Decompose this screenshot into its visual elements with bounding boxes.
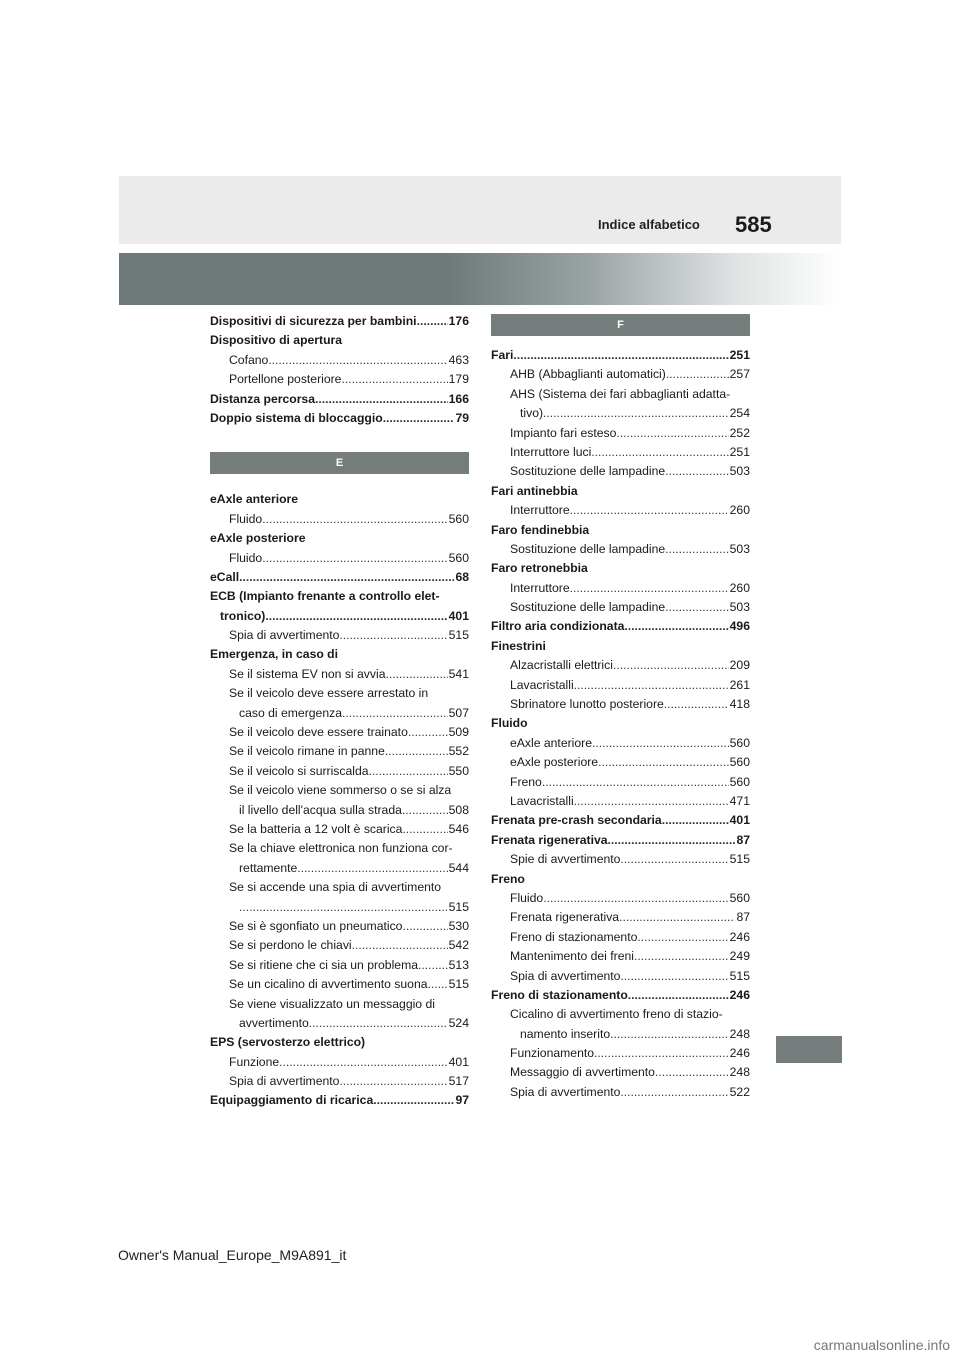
page-number: 585 <box>735 212 772 237</box>
entry-label: Alzacristalli elettrici <box>510 658 613 673</box>
entry-label: Spia di avvertimento <box>510 968 621 983</box>
entry-label: Fluido <box>229 511 263 526</box>
dot-leader <box>665 462 729 481</box>
entry-page-number: 509 <box>448 725 469 740</box>
entry-label: Sbrinatore lunotto posteriore <box>510 697 664 712</box>
entry-label: Cofano <box>229 352 269 367</box>
entry-page-number: 530 <box>448 918 469 933</box>
dot-leader <box>570 579 729 598</box>
entry-label: rettamente <box>239 860 298 875</box>
entry-label: Dispositivi di sicurezza per bambini <box>210 314 417 328</box>
index-entry <box>491 346 750 365</box>
index-entry <box>210 878 469 897</box>
entry-page-number: 496 <box>729 619 750 634</box>
dot-leader <box>418 956 448 975</box>
chapter-tab <box>776 1036 842 1063</box>
index-entry <box>210 331 469 350</box>
dot-leader <box>634 947 729 966</box>
entry-page-number: 257 <box>729 367 750 382</box>
index-entry <box>491 986 750 1005</box>
entry-label: Fluido <box>229 550 263 565</box>
index-entry <box>491 967 750 986</box>
index-entry <box>491 404 750 423</box>
entry-page-number: 97 <box>455 1093 469 1108</box>
entry-page-number: 503 <box>729 541 750 556</box>
entry-label: eAxle posteriore <box>210 531 306 546</box>
index-entry <box>210 839 469 858</box>
entry-label: Mantenimento dei freni <box>510 949 634 964</box>
index-entry <box>210 859 469 878</box>
index-entry <box>210 607 469 626</box>
dot-leader <box>542 773 729 792</box>
entry-label: Spia di avvertimento <box>229 628 340 643</box>
index-entry <box>491 501 750 520</box>
index-entry <box>210 529 469 548</box>
entry-label: Lavacristalli <box>510 793 574 808</box>
index-entry <box>491 676 750 695</box>
dot-leader <box>610 1025 729 1044</box>
index-entry <box>210 995 469 1014</box>
index-entry <box>491 831 750 850</box>
entry-page-number: 515 <box>448 628 469 643</box>
index-entry <box>210 1033 469 1052</box>
entry-label: Finestrini <box>491 638 546 653</box>
dot-leader <box>385 665 447 684</box>
entry-page-number: 513 <box>448 957 469 972</box>
entry-label: Spie di avvertimento <box>510 852 621 867</box>
entry-page-number: 550 <box>448 763 469 778</box>
index-entry <box>210 1014 469 1033</box>
entry-label: Emergenza, in caso di <box>210 647 339 662</box>
index-entry <box>210 626 469 645</box>
index-entry <box>491 850 750 869</box>
dot-leader <box>666 365 729 384</box>
index-entry <box>210 409 469 428</box>
index-entry <box>491 462 750 481</box>
index-entry <box>210 975 469 994</box>
index-entry <box>210 684 469 703</box>
entry-page-number: 542 <box>448 938 469 953</box>
entry-label: Freno <box>491 871 525 886</box>
entry-label: eAxle anteriore <box>210 492 299 507</box>
entry-page-number: 546 <box>448 821 469 836</box>
entry-page-number: 418 <box>729 697 750 712</box>
entry-label: tivo) <box>520 406 544 421</box>
entry-label: ECB (Impianto frenante a controllo elet- <box>210 589 440 604</box>
dot-leader <box>402 801 448 820</box>
entry-label: Fluido <box>510 890 544 905</box>
entry-page-number: 515 <box>729 852 750 867</box>
dot-leader <box>408 723 448 742</box>
index-entry <box>491 753 750 772</box>
entry-label: Se viene visualizzato un messaggio di <box>229 996 435 1011</box>
index-entry <box>210 568 469 587</box>
header-band <box>119 176 841 244</box>
header-gradient-bar <box>119 253 841 305</box>
index-entry <box>210 898 469 917</box>
dot-leader <box>315 390 448 409</box>
dot-leader <box>664 695 729 714</box>
dot-leader <box>570 501 729 520</box>
index-entry <box>491 1025 750 1044</box>
entry-page-number: 471 <box>729 793 750 808</box>
entry-page-number: 246 <box>729 929 750 944</box>
entry-label: Freno di stazionamento <box>510 929 638 944</box>
entry-page-number: 68 <box>455 569 469 584</box>
index-entry <box>210 1072 469 1091</box>
dot-leader <box>620 1083 728 1102</box>
entry-label: Se la batteria a 12 volt è scarica <box>229 821 403 836</box>
entry-page-number: 261 <box>729 677 750 692</box>
index-entry <box>210 645 469 664</box>
entry-label: Sostituzione delle lampadine <box>510 541 666 556</box>
index-entry <box>491 385 750 404</box>
index-entry <box>210 312 469 331</box>
dot-leader <box>297 859 447 878</box>
index-entry <box>491 521 750 540</box>
entry-label: Funzionamento <box>510 1046 595 1061</box>
entry-label: Se il veicolo deve essere trainato <box>229 725 408 740</box>
index-entry <box>491 792 750 811</box>
dot-leader <box>339 1072 447 1091</box>
entry-page-number: 560 <box>729 755 750 770</box>
index-entry <box>491 811 750 830</box>
dot-leader <box>352 936 448 955</box>
index-entry <box>491 1005 750 1024</box>
entry-page-number: 517 <box>448 1074 469 1089</box>
dot-leader <box>262 510 447 529</box>
entry-label: Fari antinebbia <box>491 483 578 498</box>
entry-page-number: 524 <box>448 1015 469 1030</box>
entry-label: Sostituzione delle lampadine <box>510 464 666 479</box>
index-entry <box>491 908 750 927</box>
entry-label: Se il veicolo si surriscalda <box>229 763 369 778</box>
entry-label: Dispositivo di apertura <box>210 333 343 348</box>
dot-leader <box>279 1053 448 1072</box>
entry-label: Sostituzione delle lampadine <box>510 600 666 615</box>
entry-page-number: 166 <box>448 391 469 406</box>
entry-label: tronico) <box>220 608 266 623</box>
entry-page-number: 503 <box>729 600 750 615</box>
index-entry <box>210 390 469 409</box>
index-entry <box>491 559 750 578</box>
entry-label: Frenata rigenerativa <box>491 832 608 847</box>
index-entry <box>210 781 469 800</box>
entry-label: eCall <box>210 569 240 584</box>
index-entry <box>210 723 469 742</box>
dot-leader <box>543 404 729 423</box>
entry-list-top <box>210 312 469 428</box>
entry-page-number: 401 <box>729 813 750 828</box>
index-entry <box>491 928 750 947</box>
dot-leader <box>428 975 448 994</box>
entry-page-number: 515 <box>448 899 469 914</box>
index-entry <box>491 1083 750 1102</box>
entry-page-number: 176 <box>448 314 469 328</box>
index-entry <box>210 704 469 723</box>
entry-page-number: 248 <box>729 1065 750 1080</box>
footer-text: Owner's Manual_Europe_M9A891_it <box>118 1247 347 1263</box>
entry-page-number: 87 <box>736 910 750 925</box>
dot-leader <box>309 1014 448 1033</box>
index-entry <box>491 443 750 462</box>
dot-leader <box>543 889 728 908</box>
entry-label: Frenata pre-crash secondaria <box>491 813 662 828</box>
entry-label: Interruttore <box>510 580 570 595</box>
dot-leader <box>620 967 728 986</box>
entry-page-number: 515 <box>729 968 750 983</box>
entry-page-number: 522 <box>729 1084 750 1099</box>
entry-label: Se il sistema EV non si avvia <box>229 666 386 681</box>
index-entry <box>491 617 750 636</box>
index-entry <box>491 1063 750 1082</box>
entry-page-number: 246 <box>729 1046 750 1061</box>
dot-leader <box>592 734 729 753</box>
dot-leader <box>385 742 448 761</box>
index-entry <box>491 1044 750 1063</box>
dot-leader <box>373 1091 454 1110</box>
entry-label: avvertimento <box>239 1015 309 1030</box>
entry-page-number: 507 <box>448 705 469 720</box>
dot-leader <box>265 607 447 626</box>
index-entry <box>210 1053 469 1072</box>
entry-label: Spia di avvertimento <box>510 1084 621 1099</box>
entry-list-e <box>210 490 469 1111</box>
entry-label: Impianto fari esteso <box>510 425 617 440</box>
entry-label: namento inserito <box>520 1026 611 1041</box>
index-entry <box>210 742 469 761</box>
section-title: Indice alfabetico <box>598 217 700 232</box>
index-entry <box>210 917 469 936</box>
index-entry <box>210 351 469 370</box>
entry-label: Fari <box>491 348 514 362</box>
entry-label: Spia di avvertimento <box>229 1074 340 1089</box>
dot-leader <box>655 1063 729 1082</box>
entry-label: il livello dell'acqua sulla strada <box>239 802 402 817</box>
entry-label: Freno <box>510 774 542 789</box>
dot-leader <box>620 850 728 869</box>
dot-leader <box>513 346 728 365</box>
entry-label: Faro fendinebbia <box>491 522 590 537</box>
index-entry <box>210 549 469 568</box>
entry-label: Interruttore <box>510 503 570 518</box>
entry-label: Doppio sistema di bloccaggio <box>210 410 383 425</box>
index-entry <box>491 734 750 753</box>
dot-leader <box>619 908 735 927</box>
index-entry <box>491 482 750 501</box>
dot-leader <box>608 831 736 850</box>
watermark: carmanualsonline.info <box>813 1337 950 1353</box>
entry-label: Se il veicolo viene sommerso o se si alza <box>229 783 452 798</box>
entry-page-number: 515 <box>448 977 469 992</box>
index-entry <box>210 956 469 975</box>
index-entry <box>491 540 750 559</box>
dot-leader <box>341 370 447 389</box>
entry-label: Se un cicalino di avvertimento suona <box>229 977 428 992</box>
index-entry <box>210 490 469 509</box>
entry-page-number: 251 <box>729 348 750 362</box>
entry-page-number: 463 <box>448 352 469 367</box>
dot-leader <box>339 626 447 645</box>
entry-label: Lavacristalli <box>510 677 574 692</box>
dot-leader <box>665 540 729 559</box>
index-entry <box>210 1091 469 1110</box>
entry-page-number: 254 <box>729 406 750 421</box>
dot-leader <box>342 704 448 723</box>
dot-leader <box>665 598 729 617</box>
dot-leader <box>402 917 447 936</box>
dot-leader <box>591 443 728 462</box>
index-entry <box>210 820 469 839</box>
entry-page-number: 209 <box>729 658 750 673</box>
entry-page-number: 541 <box>448 666 469 681</box>
dot-leader <box>616 424 728 443</box>
index-entry <box>491 870 750 889</box>
index-entry <box>491 656 750 675</box>
index-entry <box>210 587 469 606</box>
entry-label: Se la chiave elettronica non funziona cor- <box>229 841 453 856</box>
entry-page-number: 87 <box>736 832 750 847</box>
entry-label: Se il veicolo rimane in panne <box>229 744 385 759</box>
entry-page-number: 260 <box>729 503 750 518</box>
dot-leader <box>268 351 447 370</box>
entry-label: eAxle posteriore <box>510 755 599 770</box>
index-entry <box>491 947 750 966</box>
index-column-right <box>491 314 750 1102</box>
dot-leader <box>574 676 729 695</box>
entry-label: EPS (servosterzo elettrico) <box>210 1035 366 1050</box>
entry-page-number: 560 <box>729 735 750 750</box>
entry-label: Cicalino di avvertimento freno di stazio- <box>510 1007 723 1022</box>
dot-leader <box>613 656 729 675</box>
dot-leader <box>574 792 729 811</box>
index-entry <box>491 598 750 617</box>
entry-label: Freno di stazionamento <box>491 987 628 1002</box>
entry-label: caso di emergenza <box>239 705 342 720</box>
dot-leader <box>417 312 448 331</box>
entry-page-number: 560 <box>448 550 469 565</box>
index-entry <box>491 424 750 443</box>
index-entry <box>491 695 750 714</box>
entry-label: AHS (Sistema dei fari abbaglianti adatta- <box>510 386 731 401</box>
dot-leader <box>239 898 448 917</box>
entry-page-number: 79 <box>455 410 469 425</box>
index-entry <box>491 714 750 733</box>
index-entry <box>210 510 469 529</box>
entry-label: Messaggio di avvertimento <box>510 1065 655 1080</box>
entry-page-number: 560 <box>448 511 469 526</box>
entry-label: eAxle anteriore <box>510 735 592 750</box>
dot-leader <box>628 986 729 1005</box>
index-entry <box>491 579 750 598</box>
index-entry <box>491 637 750 656</box>
entry-page-number: 560 <box>729 890 750 905</box>
entry-page-number: 252 <box>729 425 750 440</box>
entry-label: Fluido <box>491 716 528 731</box>
entry-label: Se si ritiene che ci sia un problema <box>229 957 419 972</box>
dot-leader <box>402 820 447 839</box>
entry-label: Portellone posteriore <box>229 372 342 387</box>
entry-page-number: 544 <box>448 860 469 875</box>
dot-leader <box>637 928 728 947</box>
dot-leader <box>598 753 729 772</box>
entry-page-number: 401 <box>448 608 469 623</box>
entry-label: Distanza percorsa <box>210 391 315 406</box>
entry-page-number: 560 <box>729 774 750 789</box>
entry-page-number: 251 <box>729 444 750 459</box>
entry-page-number: 179 <box>448 372 469 387</box>
entry-page-number: 248 <box>729 1026 750 1041</box>
entry-page-number: 503 <box>729 464 750 479</box>
entry-label: Se il veicolo deve essere arrestato in <box>229 686 429 701</box>
entry-page-number: 401 <box>448 1054 469 1069</box>
entry-label: Funzione <box>229 1054 280 1069</box>
index-entry <box>210 370 469 389</box>
entry-page-number: 249 <box>729 949 750 964</box>
index-entry <box>210 762 469 781</box>
dot-leader <box>594 1044 729 1063</box>
dot-leader <box>624 617 728 636</box>
dot-leader <box>239 568 454 587</box>
index-entry <box>210 801 469 820</box>
index-entry <box>491 365 750 384</box>
dot-leader <box>383 409 455 428</box>
entry-label: AHB (Abbaglianti automatici) <box>510 367 666 382</box>
index-entry <box>210 665 469 684</box>
entry-label: Se si accende una spia di avvertimento <box>229 880 442 895</box>
entry-label: Se si perdono le chiavi <box>229 938 352 953</box>
entry-page-number: 260 <box>729 580 750 595</box>
entry-label: Equipaggiamento di ricarica <box>210 1093 374 1108</box>
entry-label: Faro retronebbia <box>491 561 588 576</box>
entry-page-number: 508 <box>448 802 469 817</box>
index-entry <box>210 936 469 955</box>
dot-leader <box>262 549 447 568</box>
entry-page-number: 552 <box>448 744 469 759</box>
index-entry <box>491 773 750 792</box>
dot-leader <box>662 811 729 830</box>
entry-list-f <box>491 346 750 1102</box>
dot-leader <box>369 762 448 781</box>
index-entry <box>491 889 750 908</box>
letter-bar-f: F <box>491 314 750 336</box>
entry-label: Filtro aria condizionata <box>491 619 625 634</box>
letter-bar-e: E <box>210 452 469 474</box>
entry-page-number: 246 <box>729 987 750 1002</box>
entry-label: Se si è sgonfiato un pneumatico <box>229 918 403 933</box>
entry-label: Interruttore luci <box>510 444 592 459</box>
entry-label: Frenata rigenerativa <box>510 910 620 925</box>
index-column-left <box>210 312 469 1111</box>
